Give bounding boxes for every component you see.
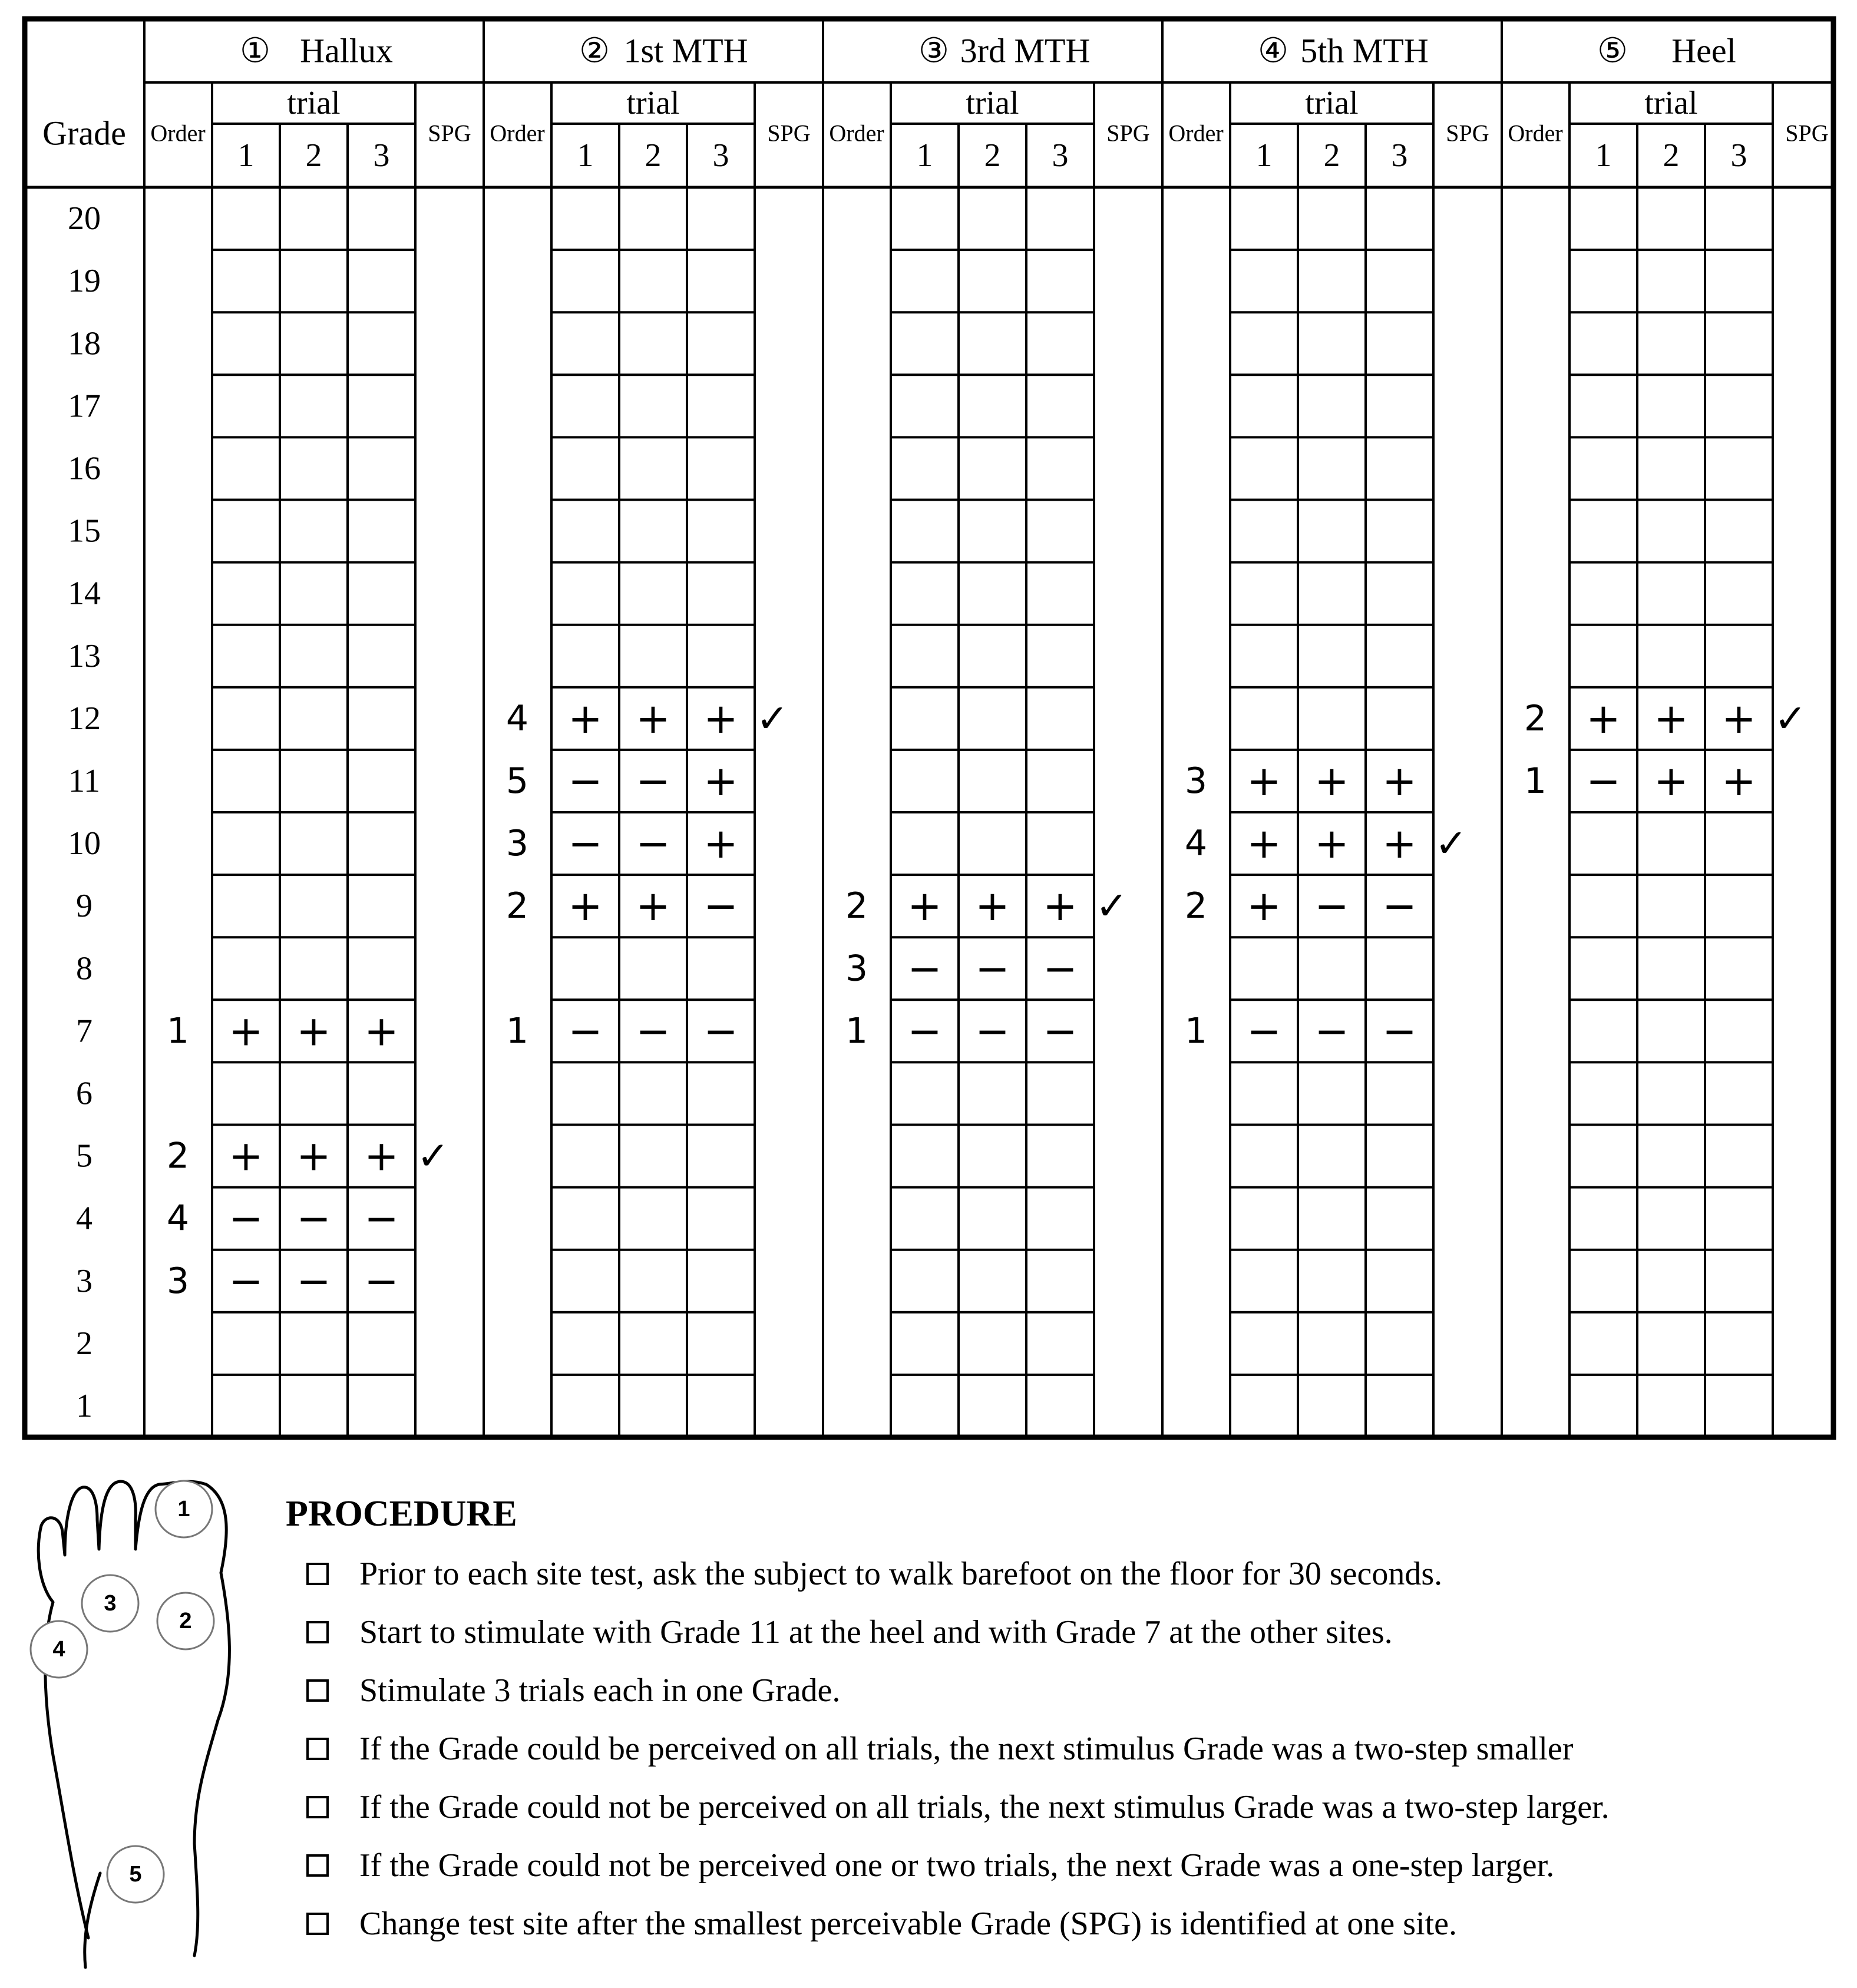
trial-result: +: [1247, 882, 1281, 931]
trial-result: +: [1382, 819, 1417, 868]
trial-number-header: 3: [1052, 137, 1069, 174]
trial-result: +: [1314, 819, 1349, 868]
spg-check: ✓: [1095, 883, 1128, 929]
order-value: 3: [505, 823, 529, 865]
grade-label: 18: [68, 325, 101, 362]
procedure-checkbox[interactable]: [306, 1796, 329, 1818]
trial-number-header: 3: [1730, 137, 1747, 174]
trial-result: −: [364, 1194, 399, 1243]
trial-result: −: [1043, 1007, 1078, 1056]
procedure-item: [286, 1544, 1841, 1603]
procedure-checkbox[interactable]: [306, 1621, 329, 1643]
trial-result: +: [636, 882, 670, 931]
grade-label: 17: [68, 388, 101, 425]
procedure-item-text: If the Grade could be perceived on all trials, the next stimulus Grade was a two-step smaller: [359, 1730, 1574, 1767]
trial-result: −: [703, 882, 738, 931]
trial-result: +: [1654, 694, 1689, 743]
trial-result: +: [1043, 882, 1078, 931]
trial-result: +: [568, 882, 603, 931]
order-header: Order: [490, 120, 545, 147]
foot-diagram: [18, 1467, 242, 1973]
order-value: 5: [505, 760, 529, 802]
order-value: 2: [845, 885, 868, 927]
trial-result: +: [1721, 756, 1756, 805]
order-value: 4: [505, 697, 529, 739]
trial-result: −: [568, 819, 603, 868]
order-value: 1: [166, 1010, 190, 1052]
spg-header: SPG: [1446, 120, 1489, 147]
procedure-item: [286, 1778, 1841, 1836]
trial-number-header: 3: [712, 137, 729, 174]
trial-number-header: 3: [373, 137, 390, 174]
trial-result: −: [296, 1256, 331, 1305]
grade-label: 10: [68, 825, 101, 862]
grade-label: 6: [76, 1075, 92, 1112]
foot-site-label: 1: [177, 1497, 190, 1521]
order-value: 3: [166, 1260, 190, 1302]
order-header: Order: [1168, 120, 1224, 147]
trial-result: −: [229, 1256, 263, 1305]
trial-result: −: [907, 1007, 942, 1056]
trial-result: −: [364, 1256, 399, 1305]
trial-number-header: 1: [1595, 137, 1612, 174]
grade-header: Grade: [42, 114, 126, 153]
trial-header: trial: [626, 85, 680, 121]
procedure-checkbox[interactable]: [306, 1563, 329, 1585]
spg-check: ✓: [1774, 696, 1807, 742]
trial-result: −: [636, 1007, 670, 1056]
site-name: Hallux: [300, 31, 393, 70]
procedure-checkbox[interactable]: [306, 1738, 329, 1760]
trial-number-header: 1: [1255, 137, 1273, 174]
grade-label: 15: [68, 512, 101, 550]
site-name: 1st MTH: [623, 31, 748, 70]
site-number: ①: [240, 31, 270, 70]
procedure-item: [286, 1603, 1841, 1661]
procedure-item-text: Change test site after the smallest perceivable Grade (SPG) is identified at one site.: [359, 1905, 1457, 1942]
spg-header: SPG: [1785, 120, 1829, 147]
foot-site-label: 5: [129, 1862, 142, 1887]
order-value: 4: [166, 1198, 190, 1239]
trial-result: −: [975, 944, 1010, 993]
procedure-item: [286, 1836, 1841, 1894]
procedure-section: [286, 1490, 1841, 1953]
order-value: 3: [845, 948, 868, 990]
trial-result: +: [364, 1007, 399, 1056]
procedure-item-text: If the Grade could not be perceived on all trials, the next stimulus Grade was a two-step larger.: [359, 1788, 1610, 1825]
trial-number-header: 2: [305, 137, 322, 174]
site-number: ③: [918, 31, 949, 70]
site-number: ⑤: [1597, 31, 1628, 70]
procedure-checkbox[interactable]: [306, 1913, 329, 1935]
site-name: Heel: [1671, 31, 1736, 70]
order-header: Order: [829, 120, 884, 147]
grade-label: 14: [68, 575, 101, 612]
trial-result: −: [1314, 1007, 1349, 1056]
spg-check: ✓: [1435, 821, 1468, 866]
trial-number-header: 2: [1663, 137, 1680, 174]
foot-sole-line: [85, 1873, 100, 1967]
procedure-checkbox[interactable]: [306, 1679, 329, 1702]
trial-header: trial: [1644, 85, 1698, 121]
spg-check: ✓: [756, 696, 789, 742]
trial-result: −: [1247, 1007, 1281, 1056]
trial-result: −: [296, 1194, 331, 1243]
trial-result: −: [1043, 944, 1078, 993]
trial-result: +: [1247, 756, 1281, 805]
trial-number-header: 2: [645, 137, 662, 174]
trial-result: −: [1314, 882, 1349, 931]
trial-result: +: [229, 1132, 263, 1180]
foot-site-label: 3: [104, 1591, 117, 1616]
spg-header: SPG: [1106, 120, 1150, 147]
grade-label: 19: [68, 263, 101, 300]
trial-result: +: [703, 756, 738, 805]
foot-site-label: 4: [52, 1637, 65, 1662]
trial-result: +: [1247, 819, 1281, 868]
procedure-item-text: If the Grade could not be perceived one or two trials, the next Grade was a one-step larger.: [359, 1847, 1555, 1884]
order-header: Order: [150, 120, 206, 147]
trial-result: +: [1382, 756, 1417, 805]
trial-number-header: 3: [1391, 137, 1408, 174]
order-header: Order: [1508, 120, 1563, 147]
procedure-item: [286, 1894, 1841, 1953]
trial-number-header: 1: [237, 137, 255, 174]
trial-result: −: [229, 1194, 263, 1243]
trial-result: +: [364, 1132, 399, 1180]
procedure-checkbox[interactable]: [306, 1854, 329, 1877]
trial-result: −: [1382, 1007, 1417, 1056]
order-value: 2: [1524, 697, 1547, 739]
procedure-item-text: Prior to each site test, ask the subject to walk barefoot on the floor for 30 seconds.: [359, 1555, 1443, 1592]
trial-result: +: [1654, 756, 1689, 805]
order-value: 2: [166, 1135, 190, 1177]
trial-result: +: [229, 1007, 263, 1056]
grade-label: 3: [76, 1262, 92, 1299]
grade-label: 16: [68, 450, 101, 487]
trial-result: −: [1382, 882, 1417, 931]
trial-header: trial: [1305, 85, 1359, 121]
trial-result: +: [975, 882, 1010, 931]
order-value: 2: [1184, 885, 1208, 927]
grade-label: 2: [76, 1325, 92, 1362]
procedure-title: PROCEDURE: [286, 1494, 517, 1534]
procedure-item-text: Start to stimulate with Grade 11 at the heel and with Grade 7 at the other sites.: [359, 1613, 1393, 1650]
trial-result: −: [636, 819, 670, 868]
trial-number-header: 1: [577, 137, 594, 174]
order-value: 1: [1524, 760, 1547, 802]
trial-result: +: [703, 694, 738, 743]
procedure-list: [286, 1544, 1841, 1953]
grade-label: 9: [76, 888, 92, 925]
trial-number-header: 1: [916, 137, 933, 174]
grade-label: 4: [76, 1200, 92, 1237]
trial-result: −: [975, 1007, 1010, 1056]
spg-header: SPG: [428, 120, 471, 147]
trial-result: +: [296, 1007, 331, 1056]
grade-label: 12: [68, 700, 101, 737]
spg-check: ✓: [417, 1133, 450, 1179]
trial-result: −: [1586, 756, 1621, 805]
site-name: 3rd MTH: [960, 31, 1091, 70]
grade-label: 1: [76, 1387, 92, 1424]
trial-result: +: [1314, 756, 1349, 805]
grade-label: 8: [76, 950, 92, 987]
trial-number-header: 2: [1323, 137, 1340, 174]
grade-label: 7: [76, 1013, 92, 1050]
trial-result: −: [568, 756, 603, 805]
site-name: 5th MTH: [1300, 31, 1429, 70]
trial-result: +: [1721, 694, 1756, 743]
trial-result: +: [703, 819, 738, 868]
trial-result: −: [907, 944, 942, 993]
trial-result: −: [568, 1007, 603, 1056]
grade-label: 5: [76, 1137, 92, 1175]
grade-label: 20: [68, 200, 101, 237]
trial-result: +: [568, 694, 603, 743]
order-value: 1: [845, 1010, 868, 1052]
site-number: ④: [1258, 31, 1288, 70]
order-value: 1: [505, 1010, 529, 1052]
trial-result: +: [1586, 694, 1621, 743]
order-value: 1: [1184, 1010, 1208, 1052]
trial-result: +: [296, 1132, 331, 1180]
site-number: ②: [579, 31, 610, 70]
trial-result: +: [907, 882, 942, 931]
spg-header: SPG: [767, 120, 811, 147]
order-value: 2: [505, 885, 529, 927]
trial-result: −: [636, 756, 670, 805]
trial-header: trial: [287, 85, 341, 121]
procedure-item: [286, 1719, 1841, 1778]
order-value: 4: [1184, 823, 1208, 865]
foot-site-label: 2: [179, 1609, 192, 1633]
trial-header: trial: [966, 85, 1019, 121]
trial-result: −: [703, 1007, 738, 1056]
procedure-item: [286, 1661, 1841, 1719]
trial-result: +: [636, 694, 670, 743]
trial-number-header: 2: [984, 137, 1001, 174]
order-value: 3: [1184, 760, 1208, 802]
table-text: [42, 32, 1829, 1424]
grade-label: 11: [68, 762, 100, 799]
grade-label: 13: [68, 637, 101, 674]
procedure-item-text: Stimulate 3 trials each in one Grade.: [359, 1672, 841, 1709]
